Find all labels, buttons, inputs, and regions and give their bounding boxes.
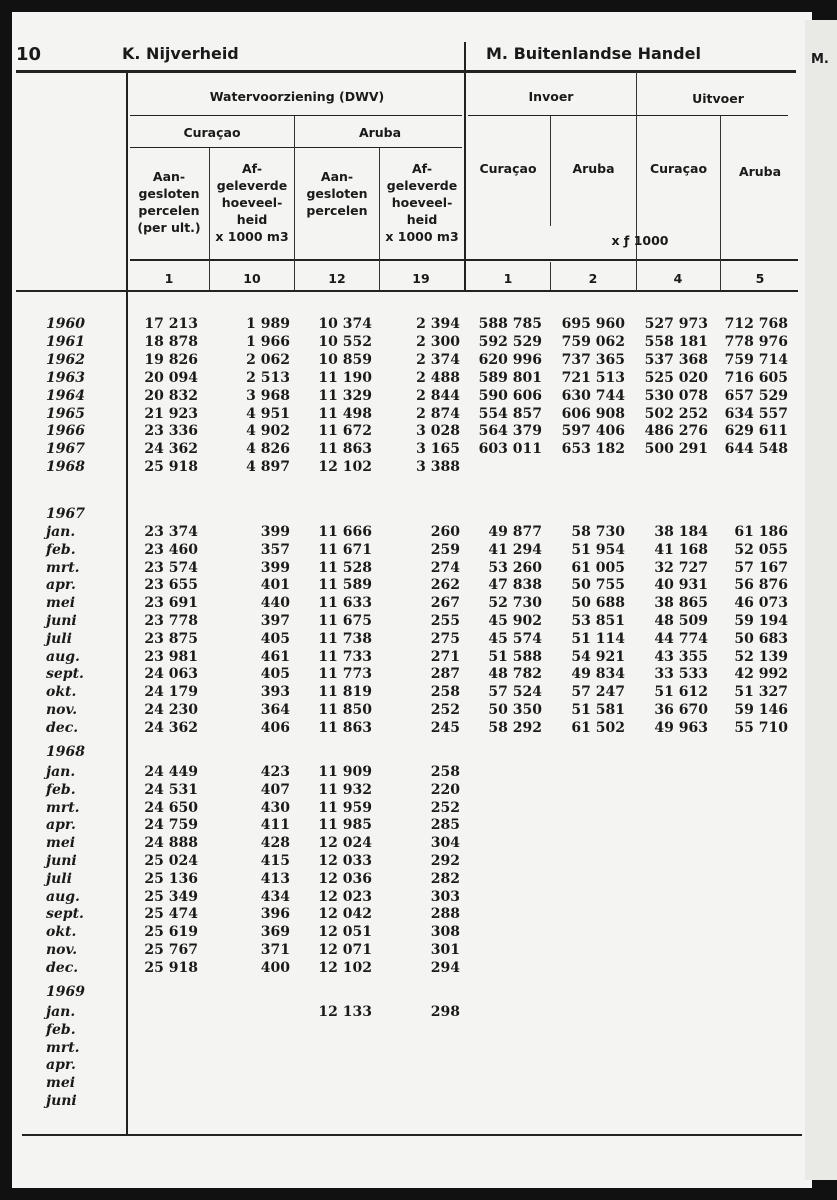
- table-cell: 304: [430, 835, 460, 852]
- table-cell: 11 909: [318, 764, 372, 780]
- table-cell: 24 759: [144, 817, 198, 834]
- table-cell: 12 033: [318, 853, 372, 869]
- table-cell: 620 996: [478, 351, 542, 368]
- table-cell: 23 875: [144, 630, 198, 647]
- table-cell: 778 976: [724, 333, 788, 350]
- table-cell: 12 023: [318, 888, 372, 905]
- table-cell: 2 394: [416, 316, 460, 332]
- header-invoer-curacao: Curaçao: [479, 161, 537, 176]
- table-cell: 20 094: [144, 369, 198, 386]
- table-cell: 25 136: [144, 870, 198, 887]
- table-cell: 50 688: [571, 595, 625, 612]
- row-label: okt.: [46, 684, 77, 701]
- table-cell: 12 133: [318, 1004, 372, 1020]
- table-cell: 554 857: [478, 405, 542, 422]
- table-cell: 393: [260, 684, 290, 701]
- table-cell: 288: [430, 906, 460, 923]
- table-cell: 260: [430, 524, 460, 540]
- table-cell: 33 533: [654, 666, 708, 683]
- table-cell: 53 851: [571, 613, 625, 629]
- table-cell: 558 181: [644, 333, 708, 350]
- row-label: sept.: [46, 666, 84, 683]
- header-afgeleverd-aruba: Af- geleverde hoeveel- heid x 1000 m3: [385, 161, 459, 244]
- table-cell: 282: [430, 870, 460, 887]
- table-cell: 592 529: [478, 333, 542, 350]
- row-label: 1968: [46, 459, 85, 476]
- row-label: dec.: [46, 959, 79, 976]
- table-cell: 17 213: [144, 316, 198, 332]
- header-invoer-aruba: Aruba: [572, 161, 615, 176]
- table-cell: 434: [260, 888, 290, 905]
- table-cell: 3 028: [416, 423, 460, 440]
- table-cell: 59 146: [734, 702, 788, 718]
- table-cell: 12 051: [318, 924, 372, 941]
- table-cell: 396: [260, 906, 290, 923]
- table-cell: 19 826: [144, 351, 198, 368]
- table-cell: 49 834: [571, 666, 625, 683]
- table-cell: 12 042: [318, 906, 372, 923]
- table-cell: 292: [430, 853, 460, 869]
- table-cell: 220: [430, 781, 460, 798]
- table-cell: 4 897: [246, 459, 290, 476]
- table-cell: 12 024: [318, 835, 372, 852]
- table-cell: 24 650: [144, 799, 198, 816]
- row-label: mei: [46, 835, 76, 852]
- table-cell: 298: [430, 1004, 460, 1020]
- table-cell: 11 733: [318, 648, 372, 665]
- table-cell: 56 876: [734, 577, 788, 594]
- header-bottom-rule: [16, 290, 798, 292]
- row-label: mrt.: [46, 1039, 80, 1056]
- table-cell: 23 655: [144, 577, 198, 594]
- table-cell: 712 768: [724, 316, 788, 332]
- table-cell: 759 714: [724, 351, 788, 368]
- table-cell: 588 785: [478, 316, 542, 332]
- row-label: jan.: [46, 524, 76, 540]
- table-cell: 716 605: [724, 369, 788, 386]
- row-label: jan.: [46, 1004, 76, 1020]
- row-label: dec.: [46, 719, 79, 736]
- row-label: apr.: [46, 577, 76, 594]
- table-cell: 24 230: [144, 702, 198, 718]
- table-cell: 24 449: [144, 764, 198, 780]
- table-cell: 430: [260, 799, 290, 816]
- section-year-heading: 1969: [46, 984, 85, 1000]
- header-top-rule: [16, 70, 796, 73]
- table-cell: 287: [430, 666, 460, 683]
- section-year-heading: 1967: [46, 506, 85, 522]
- table-cell: 25 619: [144, 924, 198, 941]
- table-cell: 2 844: [416, 387, 460, 404]
- table-cell: 11 932: [318, 781, 372, 798]
- table-cell: 245: [430, 719, 460, 736]
- table-cell: 502 252: [644, 405, 708, 422]
- row-label: mei: [46, 595, 76, 612]
- table-cell: 23 691: [144, 595, 198, 612]
- table-cell: 23 460: [144, 541, 198, 558]
- table-bottom-rule: [22, 1134, 802, 1136]
- table-cell: 61 186: [734, 524, 788, 540]
- table-cell: 24 362: [144, 719, 198, 736]
- next-page-title: M.: [811, 52, 829, 67]
- table-cell: 51 612: [654, 684, 708, 701]
- table-cell: 57 524: [488, 684, 542, 701]
- row-label: mrt.: [46, 559, 80, 576]
- header-uitvoer-curacao: Curaçao: [649, 161, 708, 176]
- table-cell: 530 078: [644, 387, 708, 404]
- table-cell: 564 379: [478, 423, 542, 440]
- row-label: apr.: [46, 1057, 76, 1074]
- header-curacao: Curaçao: [183, 125, 241, 140]
- table-cell: 49 963: [654, 719, 708, 736]
- table-cell: 48 782: [488, 666, 542, 683]
- table-cell: 3 968: [246, 387, 290, 404]
- row-label: 1961: [46, 333, 85, 350]
- table-cell: 25 918: [144, 459, 198, 476]
- row-label: 1960: [46, 316, 85, 332]
- table-cell: 49 877: [488, 524, 542, 540]
- header-invoer: Invoer: [528, 89, 574, 104]
- row-label: aug.: [46, 888, 80, 905]
- table-cell: 4 826: [246, 441, 290, 458]
- table-cell: 397: [260, 613, 290, 629]
- column-divider: [720, 116, 721, 291]
- table-cell: 54 921: [571, 648, 625, 665]
- table-cell: 3 388: [416, 459, 460, 476]
- table-cell: 12 071: [318, 942, 372, 958]
- table-cell: 405: [260, 666, 290, 683]
- table-cell: 11 850: [318, 702, 372, 718]
- table-cell: 634 557: [724, 405, 788, 422]
- table-cell: 695 960: [561, 316, 625, 332]
- table-cell: 46 073: [734, 595, 788, 612]
- table-cell: 11 738: [318, 630, 372, 647]
- table-cell: 11 666: [318, 524, 372, 540]
- row-label: apr.: [46, 817, 76, 834]
- table-cell: 41 294: [488, 541, 542, 558]
- table-cell: 2 513: [246, 369, 290, 386]
- table-cell: 2 300: [416, 333, 460, 350]
- table-cell: 25 349: [144, 888, 198, 905]
- row-label: jan.: [46, 764, 76, 780]
- table-cell: 301: [430, 942, 460, 958]
- header-water: Watervoorziening (DWV): [209, 89, 385, 104]
- table-cell: 630 744: [561, 387, 625, 404]
- table-cell: 23 336: [144, 423, 198, 440]
- row-label: juni: [46, 1093, 77, 1109]
- table-cell: 629 611: [724, 423, 788, 440]
- table-cell: 25 024: [144, 853, 198, 869]
- table-cell: 275: [430, 630, 460, 647]
- header-uitvoer-aruba: Aruba: [738, 164, 782, 179]
- table-cell: 18 878: [144, 333, 198, 350]
- rule: [130, 147, 462, 148]
- table-cell: 38 184: [654, 524, 708, 540]
- table-cell: 61 502: [571, 719, 625, 736]
- rule: [468, 115, 788, 116]
- table-cell: 1 966: [246, 333, 290, 350]
- header-unit: x ƒ 1000: [611, 233, 669, 248]
- table-cell: 11 675: [318, 613, 372, 629]
- row-label: juni: [46, 613, 77, 629]
- row-label: juni: [46, 853, 77, 869]
- table-cell: 603 011: [478, 441, 542, 458]
- row-label: mei: [46, 1075, 76, 1092]
- table-cell: 41 168: [654, 541, 708, 558]
- table-cell: 262: [430, 577, 460, 594]
- row-label: mrt.: [46, 799, 80, 816]
- table-cell: 486 276: [644, 423, 708, 440]
- table-cell: 55 710: [734, 719, 788, 736]
- table-cell: 23 374: [144, 524, 198, 540]
- table-cell: 399: [260, 524, 290, 540]
- table-cell: 53 260: [488, 559, 542, 576]
- table-cell: 51 327: [734, 684, 788, 701]
- table-cell: 428: [260, 835, 290, 852]
- row-label: 1962: [46, 351, 85, 368]
- header-aangesloten-aruba: Aan- gesloten percelen: [306, 169, 368, 218]
- table-cell: 50 683: [734, 630, 788, 647]
- table-cell: 653 182: [561, 441, 625, 458]
- table-cell: 11 672: [318, 423, 372, 440]
- table-cell: 597 406: [561, 423, 625, 440]
- table-cell: 12 102: [318, 959, 372, 976]
- row-label: 1967: [46, 441, 85, 458]
- table-cell: 58 730: [571, 524, 625, 540]
- table-cell: 12 036: [318, 870, 372, 887]
- table-cell: 11 498: [318, 405, 372, 422]
- table-cell: 57 167: [734, 559, 788, 576]
- table-cell: 303: [430, 888, 460, 905]
- table-cell: 42 992: [734, 666, 788, 683]
- table-cell: 252: [430, 702, 460, 718]
- table-cell: 364: [260, 702, 290, 718]
- rule: [130, 115, 462, 116]
- row-label: 1964: [46, 387, 85, 404]
- table-cell: 20 832: [144, 387, 198, 404]
- table-cell: 11 819: [318, 684, 372, 701]
- table-cell: 11 329: [318, 387, 372, 404]
- table-cell: 294: [430, 959, 460, 976]
- table-cell: 423: [260, 764, 290, 780]
- table-cell: 50 350: [488, 702, 542, 718]
- row-label: nov.: [46, 942, 78, 958]
- table-cell: 11 190: [318, 369, 372, 386]
- table-cell: 537 368: [644, 351, 708, 368]
- header-uitvoer: Uitvoer: [692, 91, 744, 106]
- table-cell: 400: [260, 959, 290, 976]
- row-label: aug.: [46, 648, 80, 665]
- table-cell: 259: [430, 541, 460, 558]
- table-cell: 11 528: [318, 559, 372, 576]
- left-section-title: K. Nijverheid: [122, 44, 239, 63]
- table-cell: 500 291: [644, 441, 708, 458]
- row-label: feb.: [46, 1021, 76, 1038]
- table-cell: 407: [260, 781, 290, 798]
- table-cell: 4 902: [246, 423, 290, 440]
- table-cell: 24 179: [144, 684, 198, 701]
- section-year-heading: 1968: [46, 744, 85, 760]
- page-number: 10: [16, 44, 42, 65]
- table-cell: 737 365: [561, 351, 625, 368]
- table-cell: 10 859: [318, 351, 372, 368]
- next-page-edge: [805, 20, 837, 1180]
- table-cell: 47 838: [488, 577, 542, 594]
- table-cell: 258: [430, 764, 460, 780]
- table-cell: 606 908: [561, 405, 625, 422]
- table-cell: 527 973: [644, 316, 708, 332]
- table-cell: 45 574: [488, 630, 542, 647]
- table-cell: 1 989: [246, 316, 290, 332]
- table-cell: 32 727: [654, 559, 708, 576]
- right-section-title: M. Buitenlandse Handel: [486, 44, 701, 63]
- table-cell: 2 374: [416, 351, 460, 368]
- table-cell: 271: [430, 648, 460, 665]
- table-cell: 40 931: [654, 577, 708, 594]
- table-cell: 51 581: [571, 702, 625, 718]
- table-cell: 25 918: [144, 959, 198, 976]
- table-cell: 11 985: [318, 817, 372, 834]
- row-label: feb.: [46, 781, 76, 798]
- table-cell: 24 888: [144, 835, 198, 852]
- table-cell: 57 247: [571, 684, 625, 701]
- table-cell: 525 020: [644, 369, 708, 386]
- row-label: feb.: [46, 541, 76, 558]
- table-cell: 252: [430, 799, 460, 816]
- table-cell: 2 488: [416, 369, 460, 386]
- table-cell: 2 874: [416, 405, 460, 422]
- row-label: okt.: [46, 924, 77, 941]
- table-cell: 11 633: [318, 595, 372, 612]
- column-number: 1: [164, 271, 174, 286]
- table-cell: 24 531: [144, 781, 198, 798]
- table-cell: 10 552: [318, 333, 372, 350]
- table-cell: 50 755: [571, 577, 625, 594]
- table-cell: 369: [260, 924, 290, 941]
- table-cell: 24 362: [144, 441, 198, 458]
- table-cell: 399: [260, 559, 290, 576]
- row-label: juli: [46, 870, 72, 887]
- table-cell: 721 513: [561, 369, 625, 386]
- table-cell: 4 951: [246, 405, 290, 422]
- table-cell: 25 767: [144, 942, 198, 958]
- table-cell: 406: [260, 719, 290, 736]
- table-cell: 357: [260, 541, 290, 558]
- table-cell: 308: [430, 924, 460, 941]
- table-cell: 23 981: [144, 648, 198, 665]
- header-aruba: Aruba: [358, 125, 402, 140]
- table-cell: 51 114: [571, 630, 625, 647]
- table-cell: 25 474: [144, 906, 198, 923]
- table-cell: 405: [260, 630, 290, 647]
- table-cell: 24 063: [144, 666, 198, 683]
- table-cell: 274: [430, 559, 460, 576]
- table-cell: 415: [260, 853, 290, 869]
- table-cell: 44 774: [654, 630, 708, 647]
- table-cell: 58 292: [488, 719, 542, 736]
- table-cell: 759 062: [561, 333, 625, 350]
- table-cell: 52 730: [488, 595, 542, 612]
- table-cell: 52 139: [734, 648, 788, 665]
- table-cell: 255: [430, 613, 460, 629]
- table-cell: 590 606: [478, 387, 542, 404]
- table-cell: 644 548: [724, 441, 788, 458]
- table-cell: 589 801: [478, 369, 542, 386]
- table-cell: 12 102: [318, 459, 372, 476]
- table-cell: 38 865: [654, 595, 708, 612]
- row-label: juli: [46, 630, 72, 647]
- table-cell: 258: [430, 684, 460, 701]
- table-cell: 11 589: [318, 577, 372, 594]
- table-cell: 36 670: [654, 702, 708, 718]
- row-label: 1963: [46, 369, 85, 386]
- row-label: 1965: [46, 405, 85, 422]
- table-cell: 411: [260, 817, 290, 834]
- table-cell: 11 863: [318, 441, 372, 458]
- table-cell: 61 005: [571, 559, 625, 576]
- column-number: 12: [328, 271, 346, 286]
- row-label: sept.: [46, 906, 84, 923]
- column-number: 2: [588, 271, 598, 286]
- table-cell: 11 773: [318, 666, 372, 683]
- table-cell: 11 671: [318, 541, 372, 558]
- column-number: 5: [755, 271, 765, 286]
- table-cell: 52 055: [734, 541, 788, 558]
- table-cell: 23 778: [144, 613, 198, 629]
- column-number: 19: [412, 271, 430, 286]
- column-divider: [636, 72, 637, 292]
- table-cell: 2 062: [246, 351, 290, 368]
- table-cell: 11 959: [318, 799, 372, 816]
- column-number: 4: [673, 271, 683, 286]
- column-number: 10: [243, 271, 261, 286]
- table-cell: 267: [430, 595, 460, 612]
- table-cell: 45 902: [488, 613, 542, 629]
- table-cell: 371: [260, 942, 290, 958]
- table-cell: 3 165: [416, 441, 460, 458]
- table-cell: 401: [260, 577, 290, 594]
- table-cell: 10 374: [318, 316, 372, 332]
- table-cell: 440: [260, 595, 290, 612]
- row-label: nov.: [46, 702, 78, 718]
- table-cell: 285: [430, 817, 460, 834]
- table-cell: 51 954: [571, 541, 625, 558]
- column-divider: [550, 262, 551, 290]
- table-cell: 461: [260, 648, 290, 665]
- header-afgeleverd-curacao: Af- geleverde hoeveel- heid x 1000 m3: [215, 161, 289, 244]
- column-number: 1: [503, 271, 513, 286]
- table-cell: 59 194: [734, 613, 788, 629]
- table-cell: 413: [260, 870, 290, 887]
- table-cell: 51 588: [488, 648, 542, 665]
- row-label: 1966: [46, 423, 85, 440]
- table-cell: 43 355: [654, 648, 708, 665]
- header-aangesloten-curacao: Aan- gesloten percelen (per ult.): [137, 169, 201, 235]
- table-cell: 657 529: [724, 387, 788, 404]
- table-cell: 23 574: [144, 559, 198, 576]
- table-cell: 48 509: [654, 613, 708, 629]
- table-cell: 11 863: [318, 719, 372, 736]
- table-cell: 21 923: [144, 405, 198, 422]
